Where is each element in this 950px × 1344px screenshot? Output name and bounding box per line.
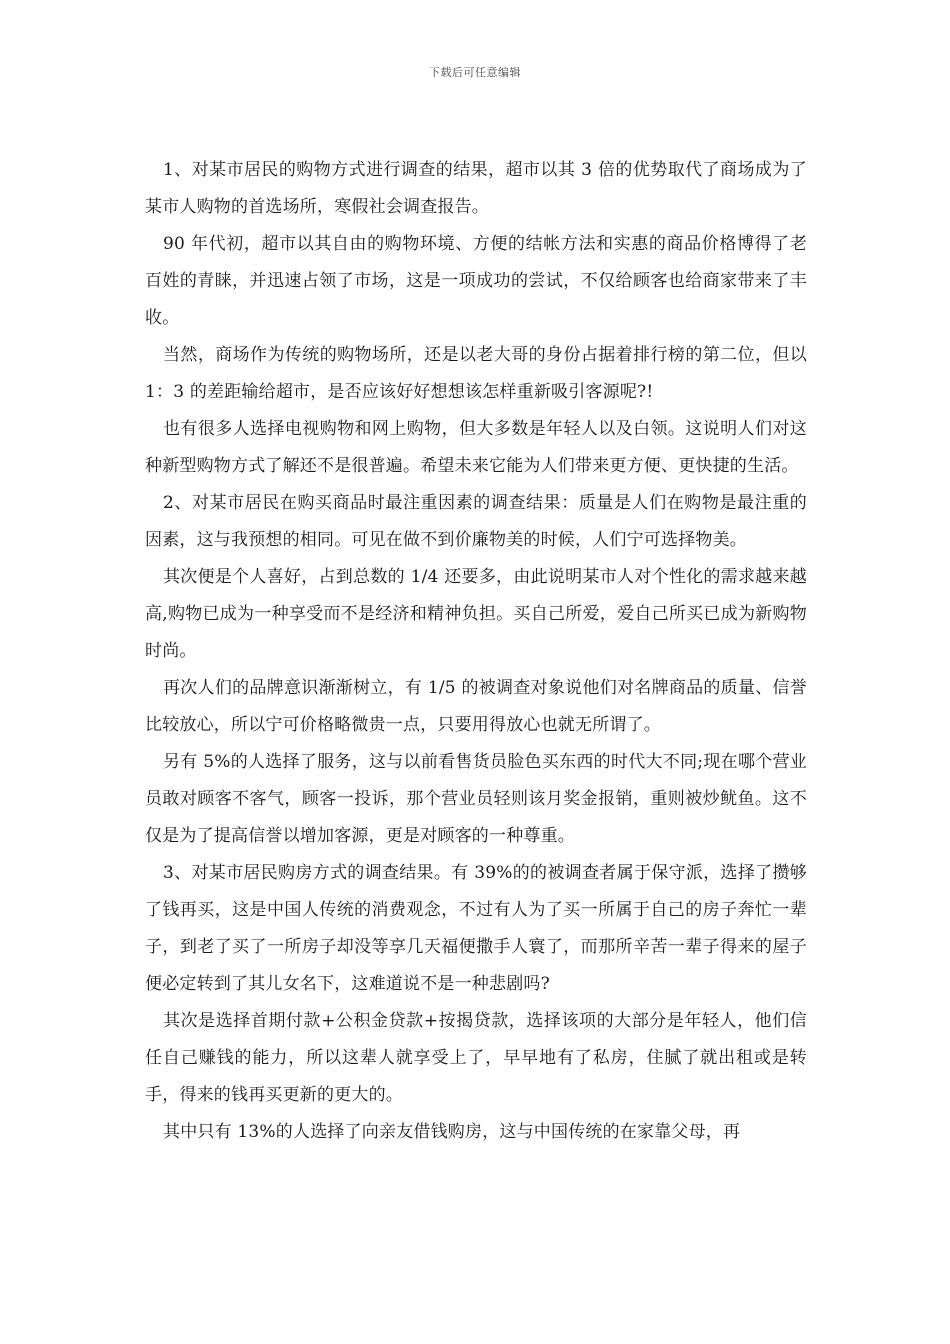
paragraph: 也有很多人选择电视购物和网上购物，但大多数是年轻人以及白领。这说明人们对这种新型购物方式了解还不是很普遍。希望未来它能为人们带来更方便、更快捷的生活。 [145,419,807,476]
paragraph: 其次便是个人喜好，占到总数的 1/4 还要多，由此说明某市人对个性化的需求越来越高,购物已成为一种享受而不是经济和精神负担。买自己所爱，爱自己所买已成为新购物时尚。 [145,567,807,661]
paragraph: 3、对某市居民购房方式的调查结果。有 39%的的被调查者属于保守派，选择了攒够了钱再买，这是中国人传统的消费观念，不过有人为了买一所属于自己的房子奔忙一辈子，到老了买了一所房子却没等享几天福便撒手人寰了，而那所辛苦一辈子得来的屋子便必定转到了其儿女名下，这难道说不是一种悲剧吗? [145,863,807,994]
document-body [145,152,807,1151]
paragraph: 2、对某市居民在购买商品时最注重因素的调查结果：质量是人们在购物是最注重的因素，这与我预想的相同。可见在做不到价廉物美的时候，人们宁可选择物美。 [145,493,807,550]
paragraph: 当然，商场作为传统的购物场所，还是以老大哥的身份占据着排行榜的第二位，但以 1：3 的差距输给超市，是否应该好好想想该怎样重新吸引客源呢?! [145,345,807,402]
paragraph: 其中只有 13%的人选择了向亲友借钱购房，这与中国传统的在家靠父母，再 [163,1122,741,1142]
paragraph: 90 年代初，超市以其自由的购物环境、方便的结帐方法和实惠的商品价格博得了老百姓的青睐，并迅速占领了市场，这是一项成功的尝试，不仅给顾客也给商家带来了丰收。 [145,234,807,328]
paragraph: 1、对某市居民的购物方式进行调查的结果，超市以其 3 倍的优势取代了商场成为了某市人购物的首选场所，寒假社会调查报告。 [145,160,807,217]
paragraph: 再次人们的品牌意识渐渐树立，有 1/5 的被调查对象说他们对名牌商品的质量、信誉比较放心，所以宁可价格略微贵一点，只要用得放心也就无所谓了。 [145,678,807,735]
paragraph: 另有 5%的人选择了服务，这与以前看售货员脸色买东西的时代大不同;现在哪个营业员敢对顾客不客气，顾客一投诉，那个营业员轻则该月奖金报销，重则被炒鱿鱼。这不仅是为了提高信誉以增加客源，更是对顾客的一种尊重。 [145,752,807,846]
header-note: 下载后可任意编辑 [429,66,521,79]
paragraph: 其次是选择首期付款+公积金贷款+按揭贷款，选择该项的大部分是年轻人，他们信任自己赚钱的能力，所以这辈人就享受上了，早早地有了私房，住腻了就出租或是转手，得来的钱再买更新的更大的。 [145,1011,807,1105]
